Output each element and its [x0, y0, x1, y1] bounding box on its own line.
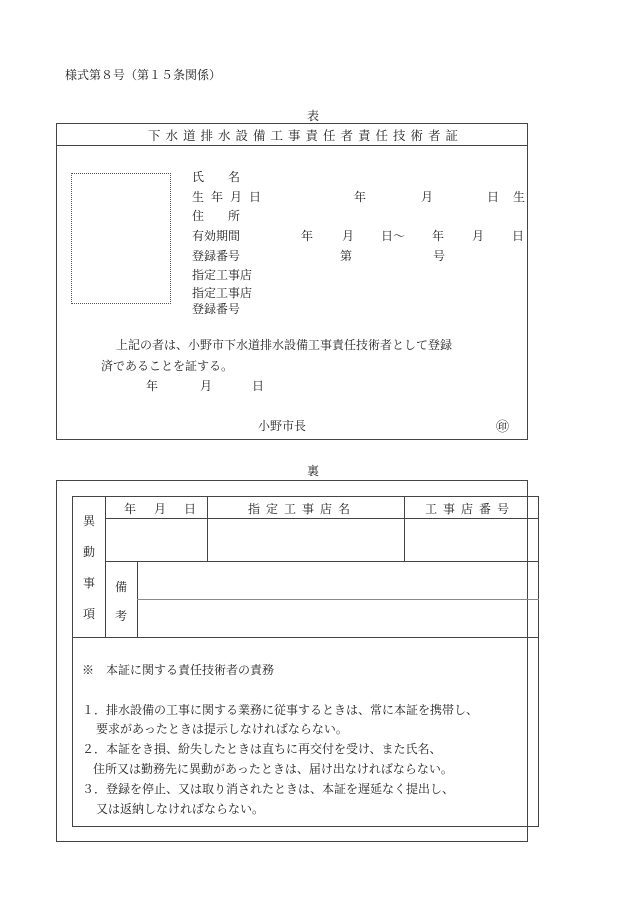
birth-year: 年 [354, 190, 367, 204]
entry-row-line [105, 561, 539, 562]
col-store-name-header: 指定工事店名 [248, 502, 357, 516]
designated-reg-label-1: 指定工事店 [192, 286, 253, 300]
reg-dai: 第 [340, 249, 353, 263]
change-char-4: 項 [82, 607, 95, 621]
title-underline [56, 145, 528, 146]
photo-box [71, 173, 171, 304]
issuer: 小野市長 [258, 419, 307, 433]
col-date-header: 年 月 日 [124, 502, 200, 516]
duty-3-line-1: ３．登録を停止、又は取り消されたときは、本証を遅延なく提出し、 [82, 782, 455, 796]
change-char-1: 異 [82, 514, 95, 528]
address-label: 住 所 [192, 209, 241, 223]
duties-heading: ※ 本証に関する責任技術者の責務 [82, 663, 275, 677]
birth-day: 日 [487, 190, 500, 204]
validity-month-2: 月 [472, 229, 485, 243]
change-char-2: 動 [82, 545, 95, 559]
designated-store-label: 指定工事店 [192, 268, 253, 282]
reg-go: 号 [433, 249, 446, 263]
seal-mark: ㊞ [496, 420, 510, 435]
table-bottom-line [72, 637, 539, 638]
duty-1-line-2: 要求があったときは提示しなければならない。 [96, 722, 348, 736]
front-side-label: 表 [307, 109, 320, 123]
name-label: 氏 名 [192, 170, 241, 184]
validity-day-1: 日〜 [381, 229, 406, 243]
remarks-char-2: 考 [114, 609, 127, 623]
validity-label: 有効期間 [192, 229, 241, 243]
date-year: 年 [146, 379, 159, 393]
form-number: 様式第８号（第１５条関係） [65, 68, 222, 82]
change-char-3: 事 [82, 576, 95, 590]
validity-day-2: 日 [512, 229, 525, 243]
validity-year-1: 年 [301, 229, 314, 243]
validity-year-2: 年 [432, 229, 445, 243]
date-month: 月 [200, 379, 213, 393]
col-divider-1 [207, 496, 208, 561]
duty-3-line-2: 又は返納しなければならない。 [96, 802, 265, 816]
col-divider-2 [404, 496, 405, 561]
date-day: 日 [252, 379, 265, 393]
remarks-mid-line [137, 599, 539, 600]
duty-2-line-1: ２．本証をき損、紛失したときは直ちに再交付を受け、また氏名、 [82, 742, 442, 756]
statement-line-2: 済であることを証する。 [101, 359, 234, 373]
back-side-label: 裏 [307, 464, 320, 478]
birth-label: 生年月日 [192, 190, 269, 204]
birth-suffix: 生 [513, 190, 526, 204]
duty-2-line-2: 住所又は勤務先に異動があったときは、届け出なければならない。 [93, 762, 453, 776]
designated-reg-label-2: 登録番号 [192, 302, 241, 316]
col-store-no-header: 工事店番号 [425, 502, 516, 516]
header-row-line [105, 518, 539, 519]
validity-month-1: 月 [342, 229, 355, 243]
birth-month: 月 [421, 190, 434, 204]
remarks-char-1: 備 [114, 580, 127, 594]
statement-line-1: 上記の者は、小野市下水道排水設備工事責任技術者として登録 [116, 338, 453, 352]
certificate-title: 下水道排水設備工事責任者責任技術者証 [148, 128, 464, 143]
reg-no-label: 登録番号 [192, 249, 241, 263]
duty-1-line-1: １．排水設備の工事に関する業務に従事するときは、常に本証を携帯し、 [82, 703, 479, 717]
